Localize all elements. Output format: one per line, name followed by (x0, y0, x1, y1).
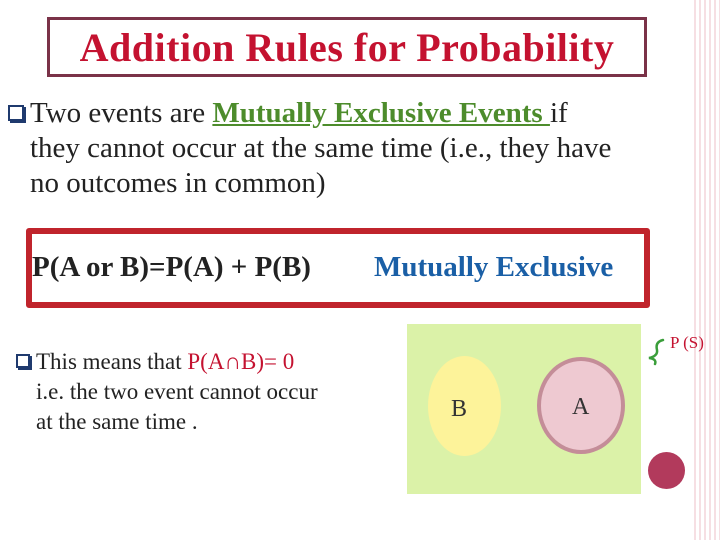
mutually-exclusive-term: Mutually Exclusive Events (212, 97, 550, 129)
explanation-prefix: This means that (36, 349, 188, 374)
formula-box (26, 228, 650, 308)
page-title: Addition Rules for Probability (79, 24, 615, 70)
title-box (47, 17, 647, 77)
definition-line-3: no outcomes in common) (30, 167, 326, 199)
checkbox-bullet-icon (16, 354, 30, 368)
definition-suffix: if (549, 97, 568, 129)
decorative-stripes (694, 0, 720, 540)
formula-label: Mutually Exclusive (374, 251, 614, 283)
explanation-line-2: i.e. the two event cannot occur (36, 379, 318, 404)
decorative-dot (648, 452, 685, 489)
sample-space-label: P (S) (670, 333, 704, 352)
checkbox-bullet-icon (8, 105, 24, 121)
venn-diagram (407, 324, 641, 494)
explanation-line-1 (16, 347, 396, 377)
definition-bullet (8, 96, 698, 201)
brace-icon (645, 338, 667, 366)
intersection-probability: P(A∩B)= 0 (187, 349, 295, 374)
venn-label-b: B (451, 396, 468, 422)
explanation-bullet (16, 347, 396, 437)
definition-prefix: Two events are (30, 97, 213, 129)
addition-formula: P(A or B)=P(A) + P(B) (32, 251, 311, 283)
explanation-line-3: at the same time . (36, 409, 198, 434)
definition-line-2: they cannot occur at the same time (i.e., they have (30, 132, 612, 164)
venn-label-a: A (572, 394, 590, 420)
definition-line-1 (8, 96, 698, 131)
